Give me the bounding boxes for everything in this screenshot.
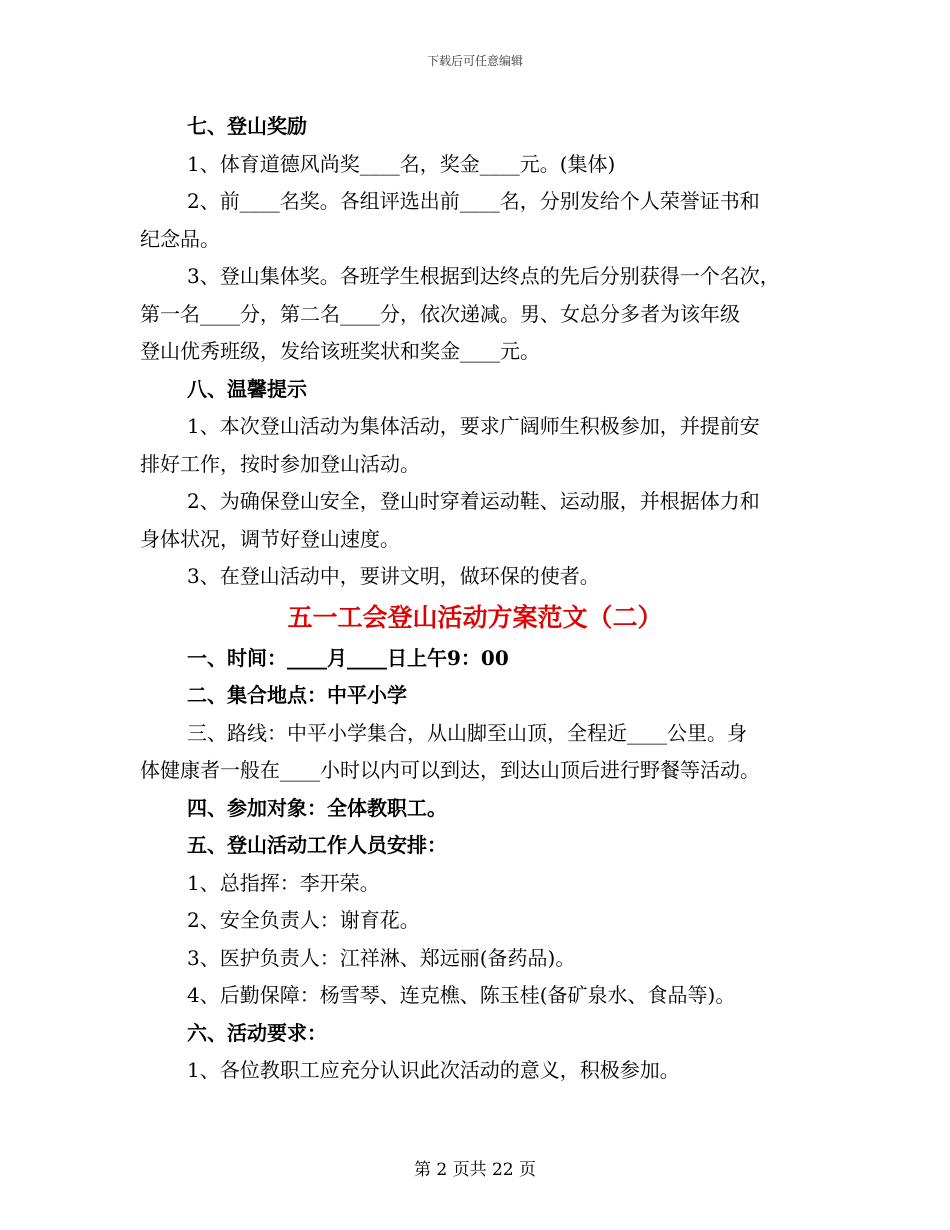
paragraph-line: 2、为确保登山安全，登山时穿着运动鞋、运动服，并根据体力和	[187, 489, 760, 513]
paragraph-line: 1、各位教职工应充分认识此次活动的意义，积极参加。	[187, 1058, 680, 1082]
section-heading: 七、登山奖励	[187, 114, 307, 138]
paragraph-line: 登山优秀班级，发给该班奖状和奖金____元。	[140, 339, 540, 363]
paragraph-line: 4、后勤保障：杨雪琴、连克樵、陈玉桂(备矿泉水、食品等)。	[187, 983, 736, 1007]
paragraph-line: 体健康者一般在____小时以内可以到达，到达山顶后进行野餐等活动。	[140, 758, 760, 782]
paragraph-line: 第一名____分，第二名____分，依次递减。男、女总分多者为该年级	[140, 301, 740, 326]
section-heading: 五、登山活动工作人员安排：	[187, 833, 447, 857]
section-heading: 六、活动要求：	[187, 1020, 327, 1045]
section-heading: 八、温馨提示	[187, 376, 307, 401]
paragraph-line: 三、路线：中平小学集合，从山脚至山顶，全程近____公里。身	[187, 720, 747, 745]
paragraph-line: 纪念品。	[140, 226, 220, 251]
paragraph-line: 3、登山集体奖。各班学生根据到达终点的先后分别获得一个名次，	[187, 264, 780, 288]
section-heading: 一、时间：____月____日上午9：00	[187, 645, 509, 670]
page-header: 下载后可任意编辑	[426, 54, 523, 68]
paragraph-line: 2、前____名奖。各组评选出前____名，分别发给个人荣誉证书和	[187, 189, 760, 213]
document-body	[140, 108, 810, 1090]
page-footer: 第 2 页共 22 页	[413, 1160, 537, 1180]
section-heading: 二、集合地点：中平小学	[187, 683, 407, 707]
paragraph-line: 3、在登山活动中，要讲文明，做环保的使者。	[187, 564, 600, 588]
paragraph-line: 1、体育道德风尚奖____名，奖金____元。(集体)	[187, 151, 616, 176]
paragraph-line: 2、安全负责人：谢育花。	[187, 908, 420, 932]
paragraph-line: 3、医护负责人：江祥淋、郑远丽(备药品)。	[187, 945, 576, 970]
paragraph-line: 1、总指挥：李开荣。	[187, 870, 380, 895]
paragraph-line: 身体状况，调节好登山速度。	[140, 526, 400, 551]
paragraph-line: 排好工作，按时参加登山活动。	[140, 451, 420, 476]
section-title: 五一工会登山活动方案范文（二）	[287, 602, 663, 632]
paragraph-line: 1、本次登山活动为集体活动，要求广阔师生积极参加，并提前安	[187, 414, 760, 438]
section-heading: 四、参加对象：全体教职工。	[187, 795, 447, 820]
